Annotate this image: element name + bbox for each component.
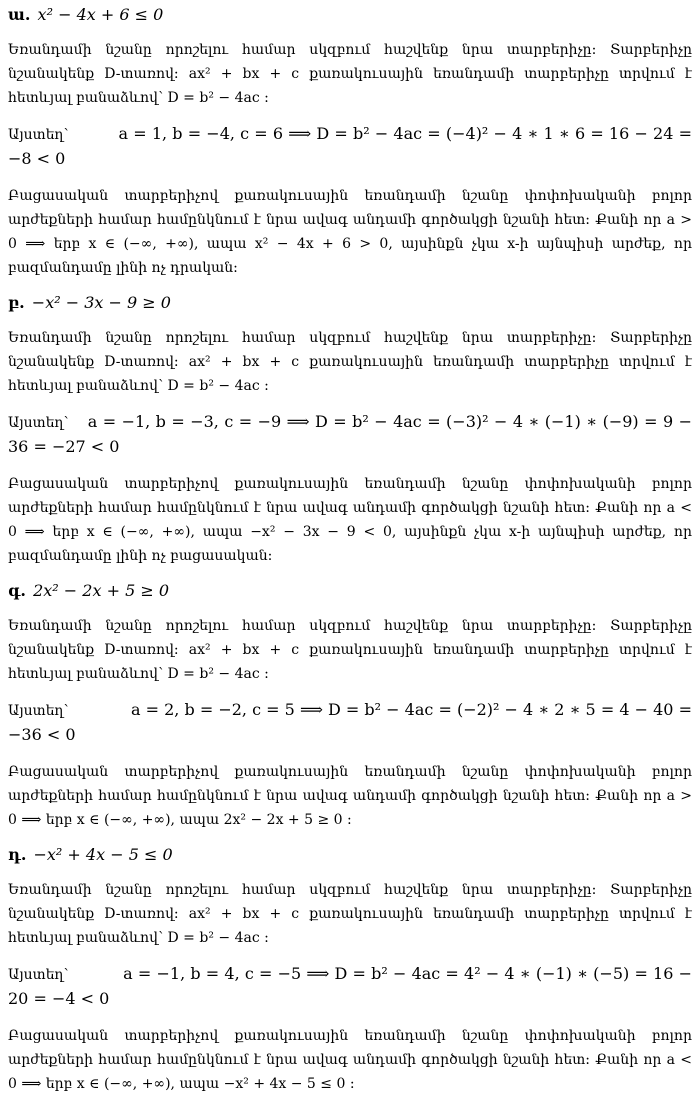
calculation-lead: Այստեղ՝ [8, 967, 69, 983]
conclusion: Բացասական տարբերիչով քառակուսային եռանդամի նշանը փոփոխականի բոլոր արժեքների համար համընկնում է նրա ավագ անդամի գործակցի նշանի հետ: Քանի որ a < 0 ⟹ երբ x ∈ (−∞, +∞), ապա −x² − 3x − 9 < 0, այսինքն չկա x-ի այնպիսի արժեք, որ բազմանդամը լինի ոչ բացասական: [8, 476, 692, 564]
section-b [8, 292, 692, 568]
calculation [8, 962, 692, 1012]
conclusion: Բացասական տարբերիչով քառակուսային եռանդամի նշանը փոփոխականի բոլոր արժեքների համար համընկնում է նրա ավագ անդամի գործակցի նշանի հետ: Քանի որ a > 0 ⟹ երբ x ∈ (−∞, +∞), ապա 2x² − 2x + 5 ≥ 0 : [8, 764, 692, 828]
discriminant-intro: Եռանդամի նշանը որոշելու համար սկզբում հաշվենք նրա տարբերիչը: Տարբերիչը նշանակենք D-տառով: ax² + bx + c քառակուսային եռանդամի տարբերիչը տրվում է հետևյալ բանաձևով՝ D = b² − 4ac : [8, 882, 692, 946]
calculation [8, 122, 692, 172]
section-a [8, 4, 692, 280]
discriminant-intro: Եռանդամի նշանը որոշելու համար սկզբում հաշվենք նրա տարբերիչը: Տարբերիչը նշանակենք D-տառով: ax² + bx + c քառակուսային եռանդամի տարբերիչը տրվում է հետևյալ բանաձևով՝ D = b² − 4ac : [8, 330, 692, 394]
section-heading [8, 4, 692, 26]
calculation-lead: Այստեղ՝ [8, 703, 69, 719]
inequality: −x² + 4x − 5 ≤ 0 [33, 845, 173, 864]
section-d [8, 844, 692, 1096]
section-label: բ. [8, 293, 25, 312]
conclusion: Բացասական տարբերիչով քառակուսային եռանդամի նշանը փոփոխականի բոլոր արժեքների համար համընկնում է նրա ավագ անդամի գործակցի նշանի հետ: Քանի որ a > 0 ⟹ երբ x ∈ (−∞, +∞), ապա x² − 4x + 6 > 0, այսինքն չկա x-ի այնպիսի արժեք, որ բազմանդամը լինի ոչ դրական: [8, 188, 692, 276]
inequality: x² − 4x + 6 ≤ 0 [37, 5, 164, 24]
calculation-formula: a = 2, b = −2, c = 5 ⟹ D = b² − 4ac = (−2)² − 4 ∗ 2 ∗ 5 = 4 − 40 = −36 < 0 [8, 700, 692, 744]
calculation-formula: a = −1, b = 4, c = −5 ⟹ D = b² − 4ac = 4² − 4 ∗ (−1) ∗ (−5) = 16 − 20 = −4 < 0 [8, 964, 692, 1008]
inequality: −x² − 3x − 9 ≥ 0 [31, 293, 171, 312]
calculation-formula: a = 1, b = −4, c = 6 ⟹ D = b² − 4ac = (−4)² − 4 ∗ 1 ∗ 6 = 16 − 24 = −8 < 0 [8, 124, 692, 168]
calculation-lead: Այստեղ՝ [8, 127, 69, 143]
calculation-lead: Այստեղ՝ [8, 415, 69, 431]
section-label: գ. [8, 581, 26, 600]
calculation-formula: a = −1, b = −3, c = −9 ⟹ D = b² − 4ac = (−3)² − 4 ∗ (−1) ∗ (−9) = 9 − 36 = −27 < 0 [8, 412, 692, 456]
inequality: 2x² − 2x + 5 ≥ 0 [33, 581, 170, 600]
calculation [8, 698, 692, 748]
section-heading [8, 844, 692, 866]
section-label: դ. [8, 845, 27, 864]
section-heading [8, 580, 692, 602]
discriminant-intro: Եռանդամի նշանը որոշելու համար սկզբում հաշվենք նրա տարբերիչը: Տարբերիչը նշանակենք D-տառով: ax² + bx + c քառակուսային եռանդամի տարբերիչը տրվում է հետևյալ բանաձևով՝ D = b² − 4ac : [8, 42, 692, 106]
section-label: ա. [8, 5, 31, 24]
calculation [8, 410, 692, 460]
section-c [8, 580, 692, 832]
conclusion: Բացասական տարբերիչով քառակուսային եռանդամի նշանը փոփոխականի բոլոր արժեքների համար համընկնում է նրա ավագ անդամի գործակցի նշանի հետ: Քանի որ a < 0 ⟹ երբ x ∈ (−∞, +∞), ապա −x² + 4x − 5 ≤ 0 : [8, 1028, 692, 1092]
section-heading [8, 292, 692, 314]
discriminant-intro: Եռանդամի նշանը որոշելու համար սկզբում հաշվենք նրա տարբերիչը: Տարբերիչը նշանակենք D-տառով: ax² + bx + c քառակուսային եռանդամի տարբերիչը տրվում է հետևյալ բանաձևով՝ D = b² − 4ac : [8, 618, 692, 682]
